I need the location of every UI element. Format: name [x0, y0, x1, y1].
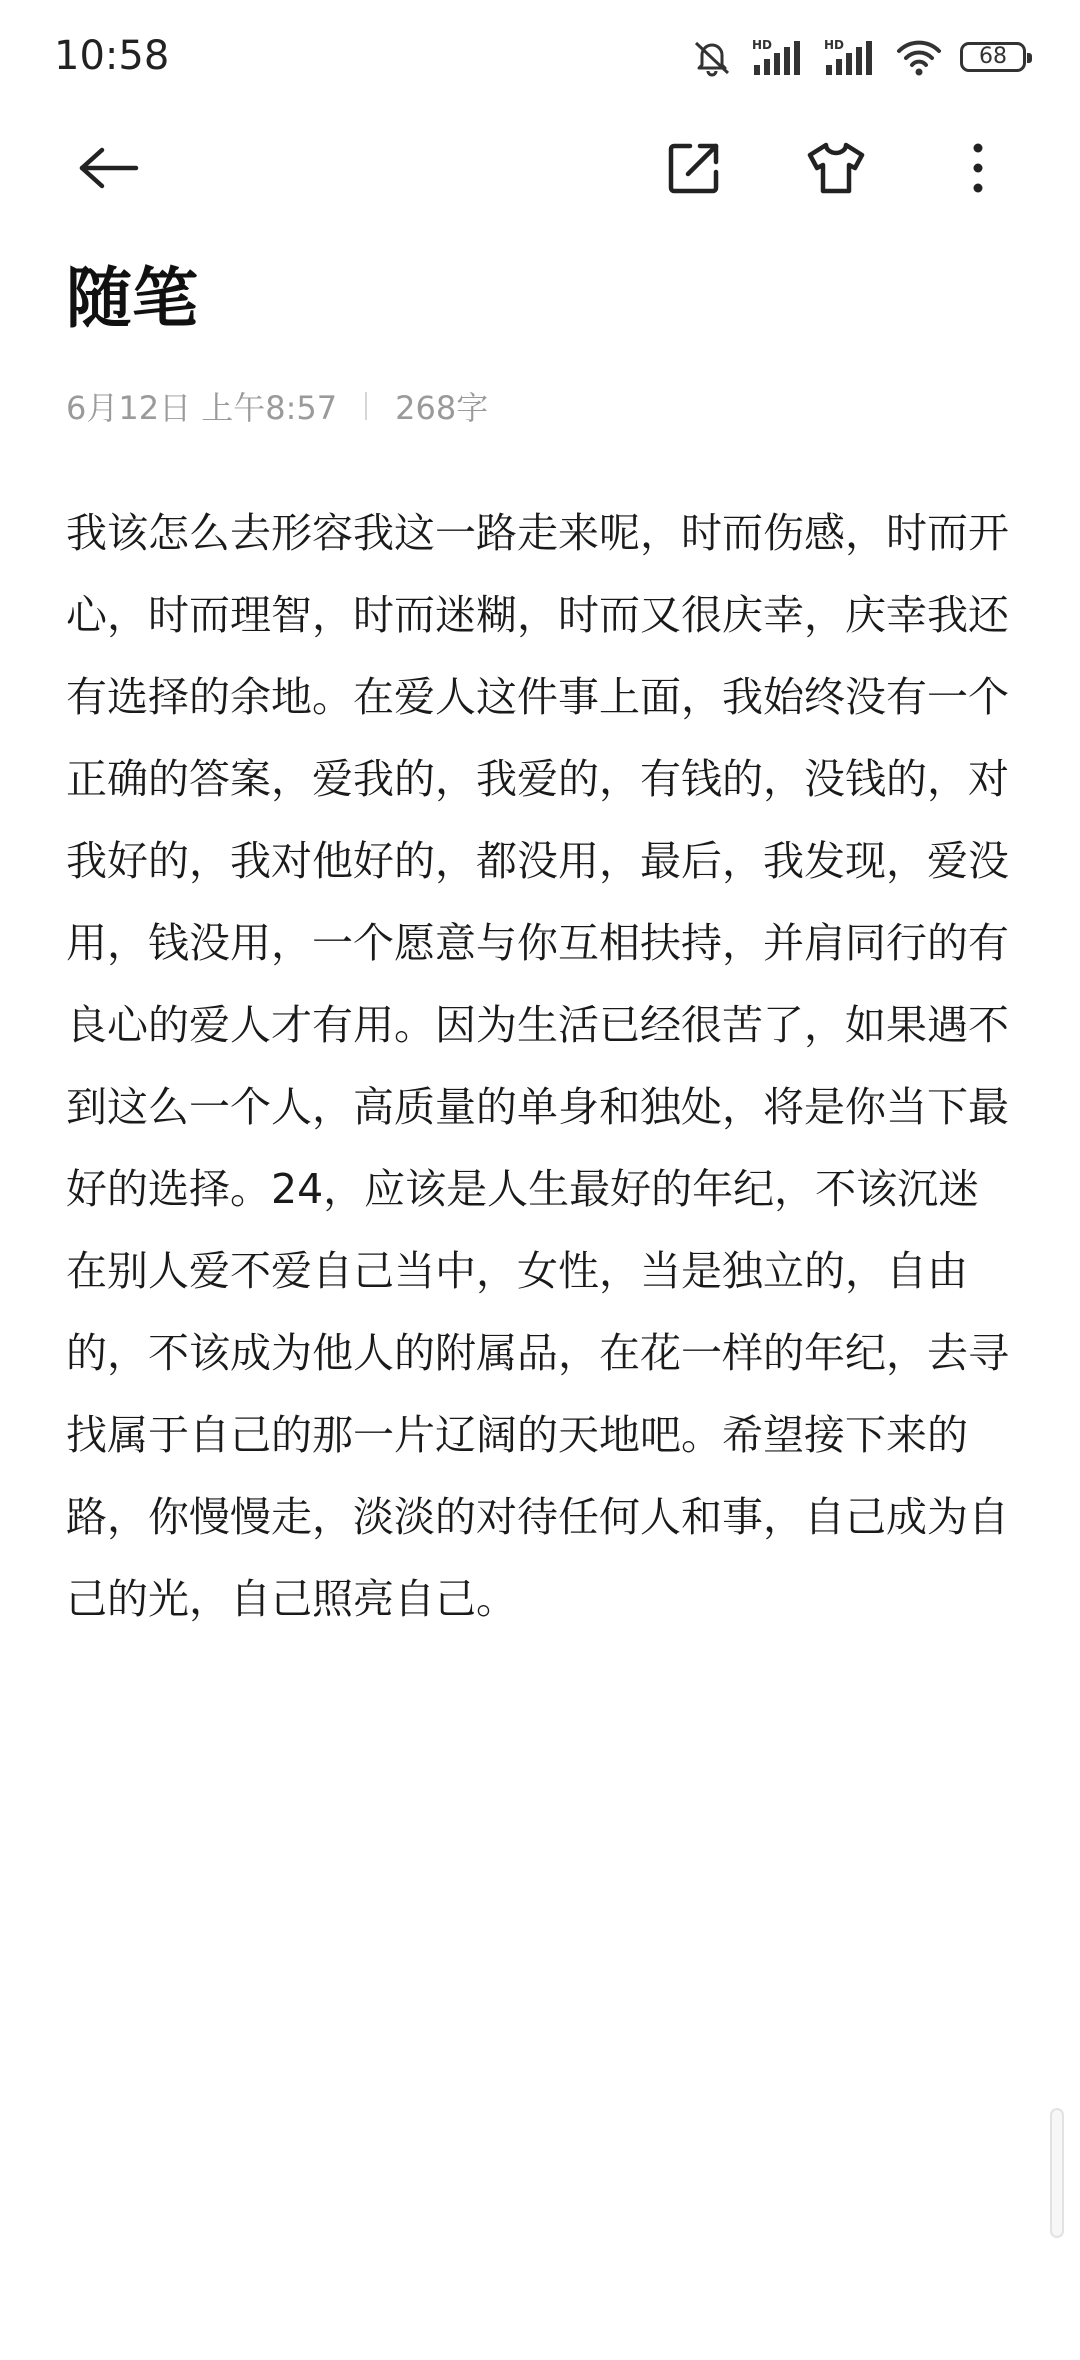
note-date: 6月12日 上午8:57	[66, 389, 338, 427]
note-title[interactable]: 随笔	[66, 260, 198, 337]
note-body[interactable]: 我该怎么去形容我这一路走来呢，时而伤感，时而开心，时而理智，时而迷糊，时而又很庆幸，庆幸我还有选择的余地。在爱人这件事上面，我始终没有一个正确的答案，爱我的，我爱的，有钱的，没钱的，对我好的，我对他好的，都没用，最后，我发现，爱没用，钱没用，一个愿意与你互相扶持，并肩同行的有良心的爱人才有用。因为生活已经很苦了，如果遇不到这么一个人，高质量的单身和独处，将是你当下最好的选择。24，应该是人生最好的年纪，不该沉迷在别人爱不爱自己当中，女性，当是独立的，自由的，不该成为他人的附属品，在花一样的年纪，去寻找属于自己的那一片辽阔的天地吧。希望接下来的路，你慢慢走，淡淡的对待任何人和事，自己成为自己的光，自己照亮自己。	[66, 509, 1009, 1623]
back-button[interactable]	[72, 132, 144, 204]
theme-tshirt-icon	[806, 140, 866, 196]
note-word-count: 268字	[395, 389, 489, 427]
note-meta	[66, 386, 488, 426]
note-toolbar	[0, 110, 1080, 220]
share-button[interactable]	[658, 132, 730, 204]
hd-signal-icon	[824, 37, 878, 77]
status-bar	[0, 0, 1080, 110]
meta-divider	[365, 392, 367, 420]
hd-signal-icon	[752, 37, 806, 77]
share-icon	[666, 140, 722, 196]
status-icons	[690, 32, 1026, 82]
more-options-button[interactable]	[942, 132, 1014, 204]
theme-button[interactable]	[800, 132, 872, 204]
more-vertical-icon	[968, 140, 988, 196]
svg-text:HD: HD	[824, 38, 845, 52]
back-arrow-icon	[76, 146, 140, 190]
status-time: 10:58	[54, 33, 170, 79]
wifi-icon	[896, 37, 942, 77]
mute-alarm-icon	[690, 37, 734, 77]
svg-text:HD: HD	[752, 38, 773, 52]
battery-icon	[960, 42, 1026, 72]
battery-level: 68	[979, 44, 1007, 69]
scroll-handle[interactable]	[1050, 2108, 1064, 2238]
